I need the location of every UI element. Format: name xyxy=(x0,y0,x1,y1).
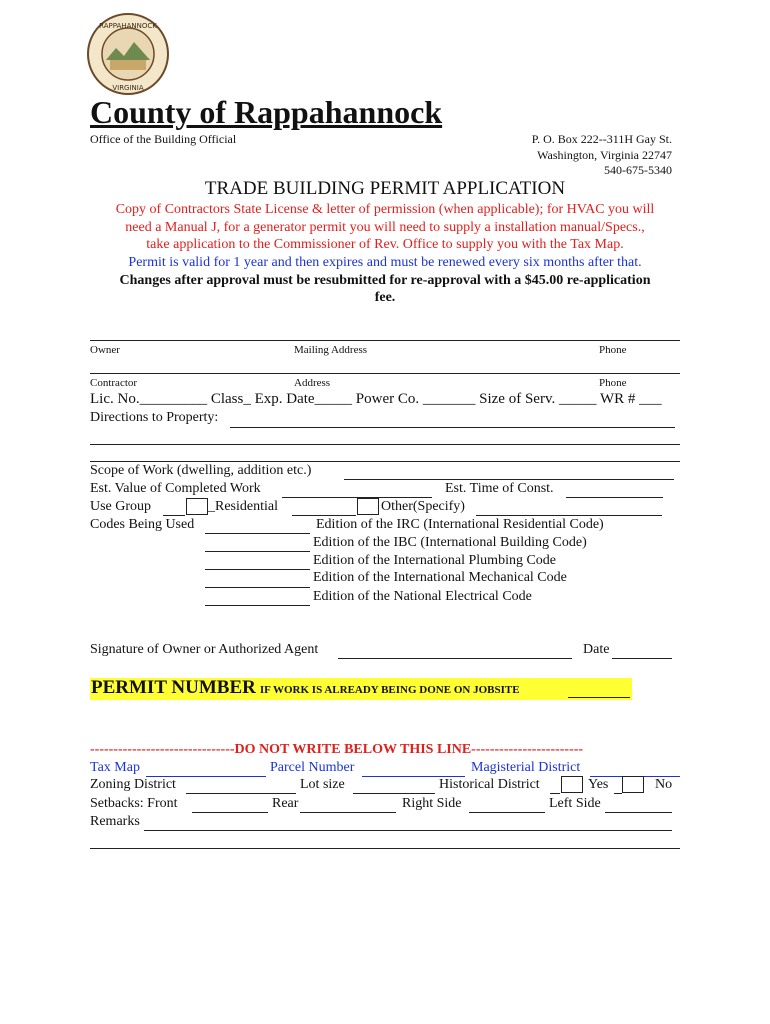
directions-field-3[interactable] xyxy=(90,461,680,462)
office-phone: 540-675-5340 xyxy=(604,163,672,177)
license-row[interactable]: Lic. No._________ Class_ Exp. Date_____ Power Co. _______ Size of Serv. _____ WR # ___ xyxy=(90,391,662,407)
date-field[interactable] xyxy=(612,658,672,659)
residential-checkbox[interactable] xyxy=(186,498,208,515)
magisterial-label: Magisterial District xyxy=(471,760,581,775)
notice-bold-1: Changes after approval must be resubmitted for re-approval with a $45.00 re-application xyxy=(119,273,651,288)
directions-field-2[interactable] xyxy=(90,444,680,445)
codes-used-label: Codes Being Used xyxy=(90,517,195,532)
est-value-label: Est. Value of Completed Work xyxy=(90,481,261,496)
right-side-label: Right Side xyxy=(402,796,462,811)
historical-label: Historical District xyxy=(439,777,540,792)
county-title: County of Rappahannock xyxy=(90,94,443,130)
rear-field[interactable] xyxy=(300,812,396,813)
svg-text:VIRGINIA: VIRGINIA xyxy=(112,84,144,92)
scope-field[interactable] xyxy=(344,479,674,480)
no-label: No xyxy=(655,777,673,792)
svg-text:RAPPAHANNOCK: RAPPAHANNOCK xyxy=(99,22,157,30)
form-title: TRADE BUILDING PERMIT APPLICATION xyxy=(204,178,566,199)
other-label: Other(Specify) xyxy=(381,499,465,514)
do-not-write-line: -------------------------------DO NOT WRITE BELOW THIS LINE------------------------ xyxy=(90,742,584,757)
right-side-field[interactable] xyxy=(469,812,545,813)
historical-yes-blank[interactable] xyxy=(550,793,560,794)
historical-yes-checkbox[interactable] xyxy=(561,776,583,793)
notice-bold-2: fee. xyxy=(374,290,396,305)
code-irc-field[interactable] xyxy=(205,533,310,534)
remarks-label: Remarks xyxy=(90,814,140,829)
notice-red-3: take application to the Commissioner of Rev. Office to supply you with the Tax Map. xyxy=(146,237,624,252)
permit-number-label: PERMIT NUMBER xyxy=(91,677,256,698)
contractor-phone-label: Phone xyxy=(599,377,627,389)
notice-red-2: need a Manual J, for a generator permit you will need to supply a installation manual/Specs., xyxy=(125,220,645,235)
address-line-2: Washington, Virginia 22747 xyxy=(537,148,672,162)
tax-map-label: Tax Map xyxy=(90,760,140,775)
directions-label: Directions to Property: xyxy=(90,410,219,425)
directions-field[interactable] xyxy=(230,427,675,428)
code-imc-field[interactable] xyxy=(205,587,310,588)
setbacks-front-label: Setbacks: Front xyxy=(90,796,178,811)
historical-no-blank[interactable] xyxy=(614,793,622,794)
zoning-field[interactable] xyxy=(186,793,296,794)
use-group-label: Use Group xyxy=(90,499,152,514)
code-nec-field[interactable] xyxy=(205,605,310,606)
zoning-label: Zoning District xyxy=(90,777,176,792)
remarks-field-2[interactable] xyxy=(90,848,680,849)
contractor-label: Contractor xyxy=(90,377,138,389)
owner-label: Owner xyxy=(90,344,120,356)
code-nec-label: Edition of the National Electrical Code xyxy=(313,589,532,604)
permit-number-row xyxy=(91,677,520,699)
left-side-field[interactable] xyxy=(605,812,672,813)
lot-size-label: Lot size xyxy=(300,777,345,792)
mailing-label: Mailing Address xyxy=(294,344,368,356)
owner-phone-label: Phone xyxy=(599,344,627,356)
other-checkbox[interactable] xyxy=(357,498,379,515)
permit-number-note: IF WORK IS ALREADY BEING DONE ON JOBSITE xyxy=(259,684,520,696)
notice-blue: Permit is valid for 1 year and then expires and must be renewed every six months after that. xyxy=(128,255,642,270)
code-ipc-label: Edition of the International Plumbing Code xyxy=(313,553,557,568)
yes-label: Yes xyxy=(588,777,609,792)
code-ibc-field[interactable] xyxy=(205,551,310,552)
contractor-line[interactable] xyxy=(90,373,680,374)
residential-label: _Residential xyxy=(208,499,278,514)
date-label: Date xyxy=(583,642,610,657)
owner-line[interactable] xyxy=(90,340,680,341)
office-name: Office of the Building Official xyxy=(90,132,237,146)
code-ipc-field[interactable] xyxy=(205,569,310,570)
remarks-field[interactable] xyxy=(144,830,672,831)
address-line-1: P. O. Box 222--311H Gay St. xyxy=(531,132,672,146)
rear-label: Rear xyxy=(272,796,299,811)
contractor-address-label: Address xyxy=(294,377,331,389)
code-irc-label: Edition of the IRC (International Residential Code) xyxy=(316,517,604,532)
residential-blank[interactable] xyxy=(292,515,356,516)
signature-label: Signature of Owner or Authorized Agent xyxy=(90,642,319,657)
est-time-label: Est. Time of Const. xyxy=(445,481,554,496)
other-field[interactable] xyxy=(476,515,662,516)
code-imc-label: Edition of the International Mechanical Code xyxy=(313,570,567,585)
setbacks-front-field[interactable] xyxy=(192,812,268,813)
signature-field[interactable] xyxy=(338,658,572,659)
est-time-field[interactable] xyxy=(566,497,663,498)
scope-label: Scope of Work (dwelling, addition etc.) xyxy=(90,463,312,478)
left-side-label: Left Side xyxy=(549,796,601,811)
permit-number-field[interactable] xyxy=(568,697,630,698)
use-group-blank[interactable] xyxy=(163,515,185,516)
lot-size-field[interactable] xyxy=(353,793,435,794)
code-ibc-label: Edition of the IBC (International Building Code) xyxy=(313,535,587,550)
county-seal-logo xyxy=(86,12,170,96)
notice-red-1: Copy of Contractors State License & letter of permission (when applicable); for HVAC you will xyxy=(115,202,655,217)
parcel-label: Parcel Number xyxy=(270,760,355,775)
historical-no-checkbox[interactable] xyxy=(622,776,644,793)
